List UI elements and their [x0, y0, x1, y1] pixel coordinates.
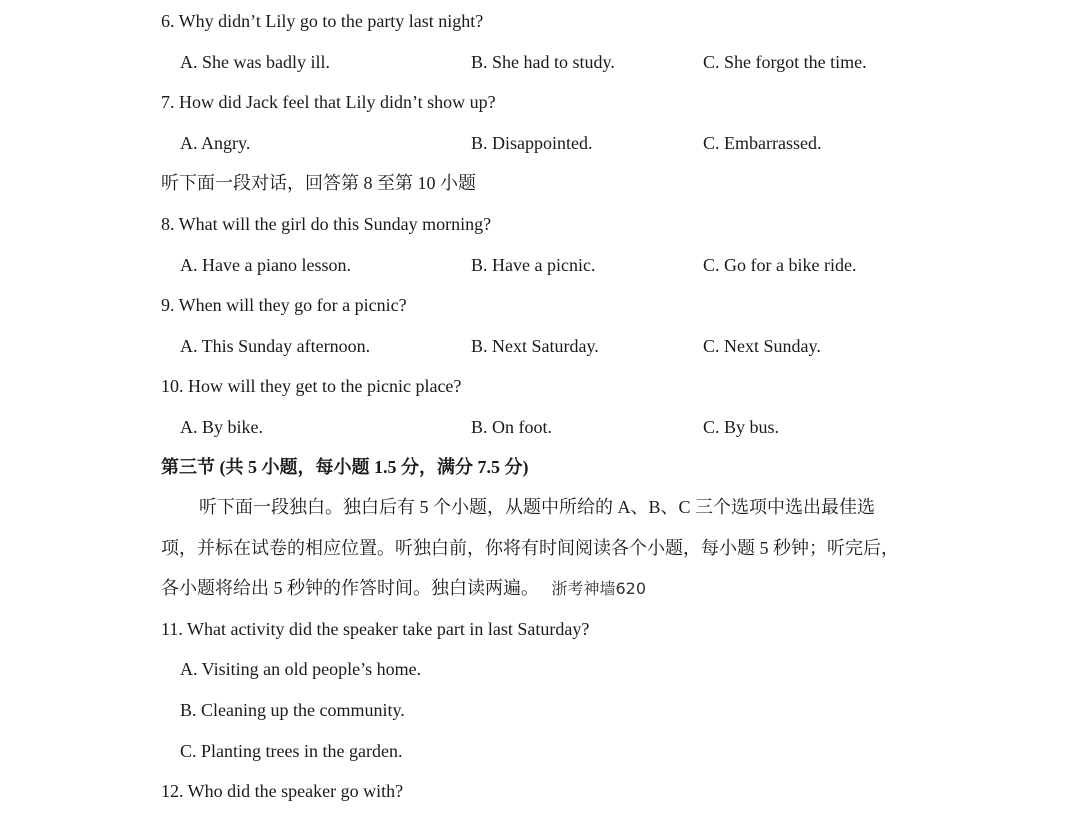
q7-option-b: B. Disappointed. [471, 133, 593, 153]
section-3-heading: 第三节 (共 5 小题，每小题 1.5 分，满分 7.5 分) [161, 457, 529, 477]
question-10: 10. How will they get to the picnic place? [161, 376, 462, 396]
q7-option-a: A. Angry. [180, 133, 251, 153]
q7-option-c: C. Embarrassed. [703, 133, 822, 153]
q10-option-c: C. By bus. [703, 417, 780, 437]
watermark-text: 浙考神墙620 [551, 579, 647, 598]
question-11: 11. What activity did the speaker take part in last Saturday? [161, 619, 590, 639]
question-9: 9. When will they go for a picnic? [161, 295, 407, 315]
q6-option-c: C. She forgot the time. [703, 52, 867, 72]
q11-option-b: B. Cleaning up the community. [180, 700, 405, 720]
q6-option-b: B. She had to study. [471, 52, 615, 72]
instruction-8-10: 听下面一段对话，回答第 8 至第 10 小题 [161, 173, 476, 193]
section-3-para-line-2: 项，并标在试卷的相应位置。听独白前，你将有时间阅读各个小题，每小题 5 秒钟；听完后， [161, 538, 899, 558]
section-3-para-line-1: 听下面一段独白。独白后有 5 个小题，从题中所给的 A、B、C 三个选项中选出最佳选 [199, 497, 876, 517]
question-8: 8. What will the girl do this Sunday morning? [161, 214, 492, 234]
section-3-para-line-3 [161, 576, 646, 601]
q8-option-b: B. Have a picnic. [471, 255, 596, 275]
q10-option-b: B. On foot. [471, 417, 552, 437]
q9-option-b: B. Next Saturday. [471, 336, 599, 356]
question-6: 6. Why didn’t Lily go to the party last night? [161, 11, 484, 31]
q9-option-a: A. This Sunday afternoon. [180, 336, 371, 356]
q11-option-a: A. Visiting an old people’s home. [180, 659, 422, 679]
question-7: 7. How did Jack feel that Lily didn’t show up? [161, 92, 496, 112]
q11-option-c: C. Planting trees in the garden. [180, 741, 403, 761]
question-12: 12. Who did the speaker go with? [161, 781, 404, 801]
section-3-para-line-3-text: 各小题将给出 5 秒钟的作答时间。独白读两遍。 [161, 578, 539, 598]
q10-option-a: A. By bike. [180, 417, 263, 437]
q8-option-c: C. Go for a bike ride. [703, 255, 857, 275]
q6-option-a: A. She was badly ill. [180, 52, 330, 72]
q9-option-c: C. Next Sunday. [703, 336, 821, 356]
q8-option-a: A. Have a piano lesson. [180, 255, 351, 275]
